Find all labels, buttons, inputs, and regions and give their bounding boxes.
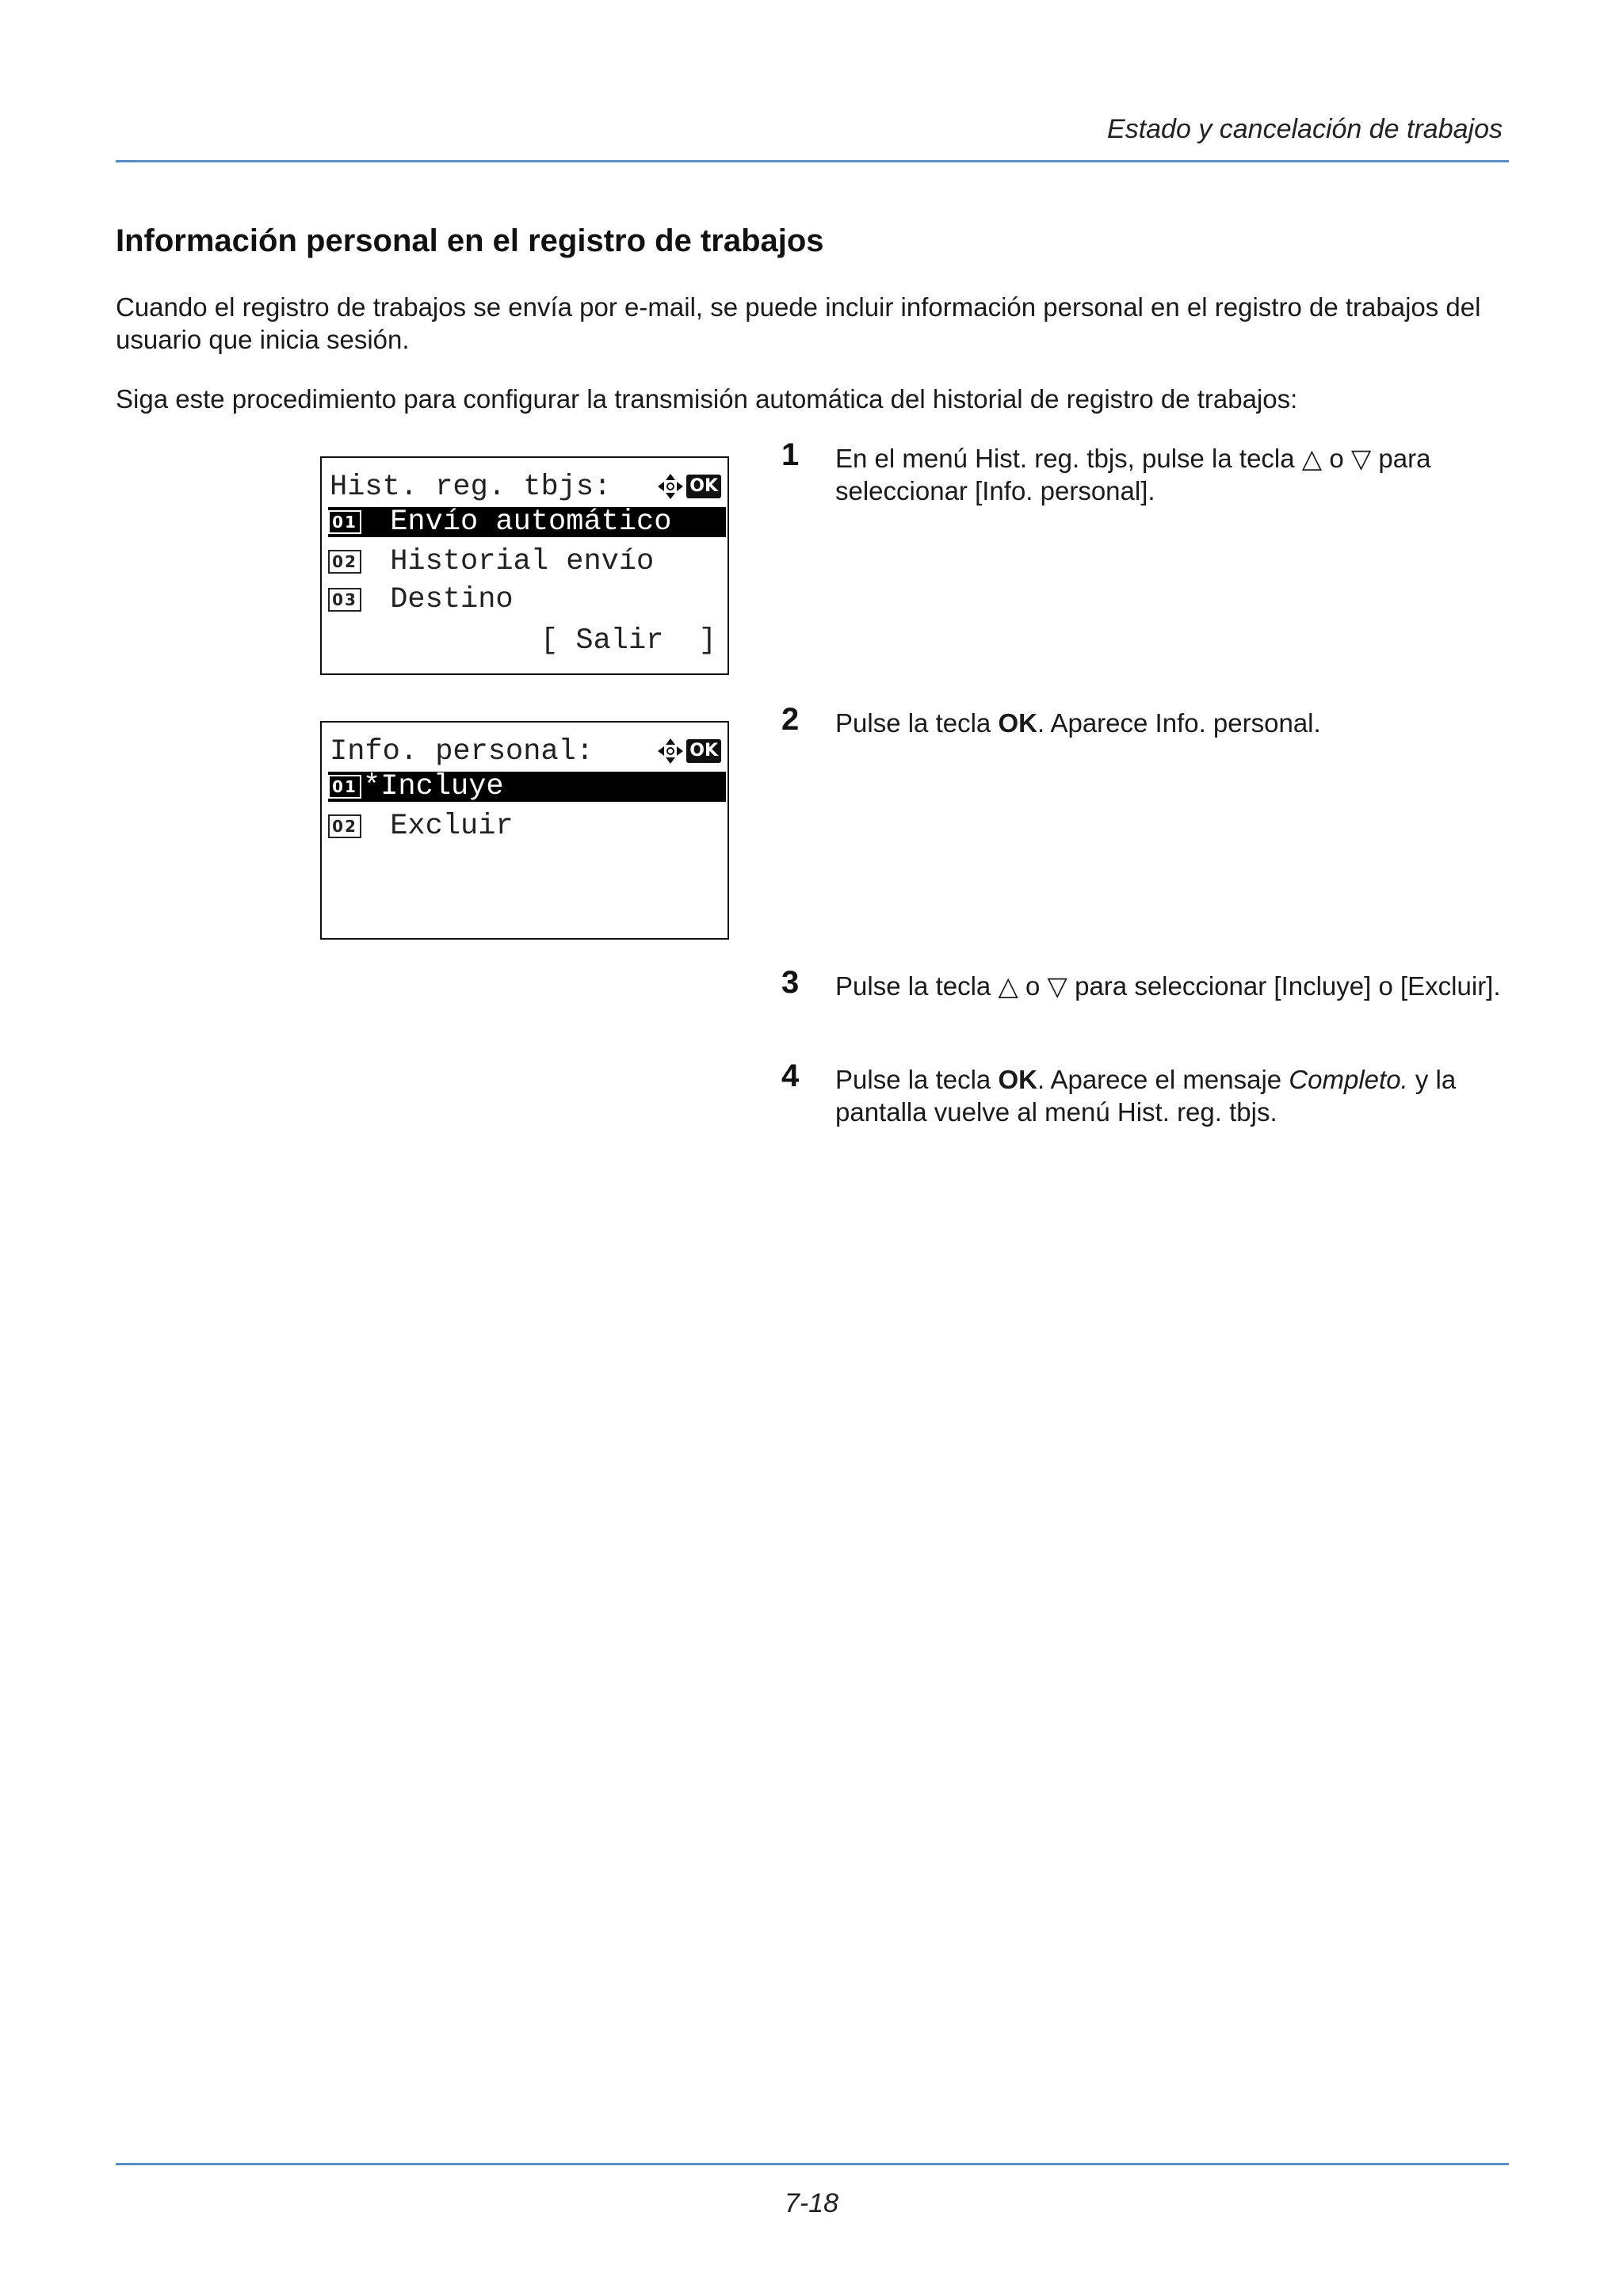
nav-ok-icon	[656, 472, 721, 501]
step-text: Pulse la tecla △ o ▽ para seleccionar [Incluye] o [Excluir].	[835, 971, 1501, 1001]
down-arrow-icon: ▽	[1350, 444, 1372, 473]
lcd-screen-hist-reg	[320, 456, 729, 675]
step-number: 3	[781, 965, 800, 1000]
lcd-menu-item[interactable]	[328, 811, 726, 841]
lcd-title: Hist. reg. tbjs:	[330, 471, 612, 504]
lcd-item-label: *Incluye	[363, 770, 504, 803]
ok-key-label: OK	[998, 1065, 1037, 1094]
ok-key-icon: OK	[686, 475, 721, 498]
four-way-arrow-icon	[656, 472, 685, 501]
page-number: 7-18	[784, 2188, 839, 2218]
intro-paragraph: Cuando el registro de trabajos se envía por e-mail, se puede incluir información personal en el registro de trabajos del usuario que inicia sesión.	[116, 292, 1481, 354]
step-number: 1	[781, 437, 800, 472]
lcd-item-label: Destino	[372, 583, 514, 616]
message-text: Completo.	[1289, 1065, 1408, 1094]
up-arrow-icon: △	[1301, 444, 1323, 473]
nav-ok-icon	[656, 737, 721, 765]
lcd-item-label: Envío automático	[372, 505, 672, 539]
header-rule	[116, 160, 1509, 162]
lcd-menu-item[interactable]	[328, 507, 726, 537]
ok-key-icon: OK	[686, 739, 721, 763]
item-number-badge: 02	[328, 814, 361, 838]
item-number-badge: 03	[328, 588, 361, 612]
lcd-screen-info-personal	[320, 721, 729, 940]
section-title: Información personal en el registro de trabajos	[116, 223, 824, 258]
procedure-paragraph: Siga este procedimiento para configurar la transmisión automática del historial de registro de trabajos:	[116, 384, 1298, 414]
step-number: 2	[781, 702, 800, 737]
lcd-item-label: Excluir	[372, 810, 514, 843]
lcd-title: Info. personal:	[330, 735, 594, 769]
lcd-menu-item[interactable]	[328, 547, 726, 577]
item-number-badge: 01	[328, 775, 361, 799]
ok-key-label: OK	[998, 708, 1037, 738]
running-header: Estado y cancelación de trabajos	[1107, 114, 1503, 144]
step-text: En el menú Hist. reg. tbjs, pulse la tecla △ o ▽ para seleccionar [Info. personal].	[835, 444, 1431, 505]
step-text: Pulse la tecla OK. Aparece el mensaje Completo. y la pantalla vuelve al menú Hist. reg. tbjs.	[835, 1065, 1457, 1127]
lcd-menu-item[interactable]	[328, 772, 726, 802]
lcd-menu-item[interactable]	[328, 585, 726, 615]
step-text: Pulse la tecla OK. Aparece Info. personal.	[835, 708, 1321, 738]
up-arrow-icon: △	[998, 971, 1018, 1001]
item-number-badge: 01	[328, 510, 361, 534]
exit-softkey[interactable]: [ Salir ]	[540, 624, 716, 658]
step-number: 4	[781, 1058, 800, 1093]
lcd-item-label: Historial envío	[372, 545, 655, 578]
footer-rule	[116, 2163, 1509, 2165]
four-way-arrow-icon	[656, 737, 685, 765]
item-number-badge: 02	[328, 550, 361, 574]
down-arrow-icon: ▽	[1047, 971, 1067, 1001]
